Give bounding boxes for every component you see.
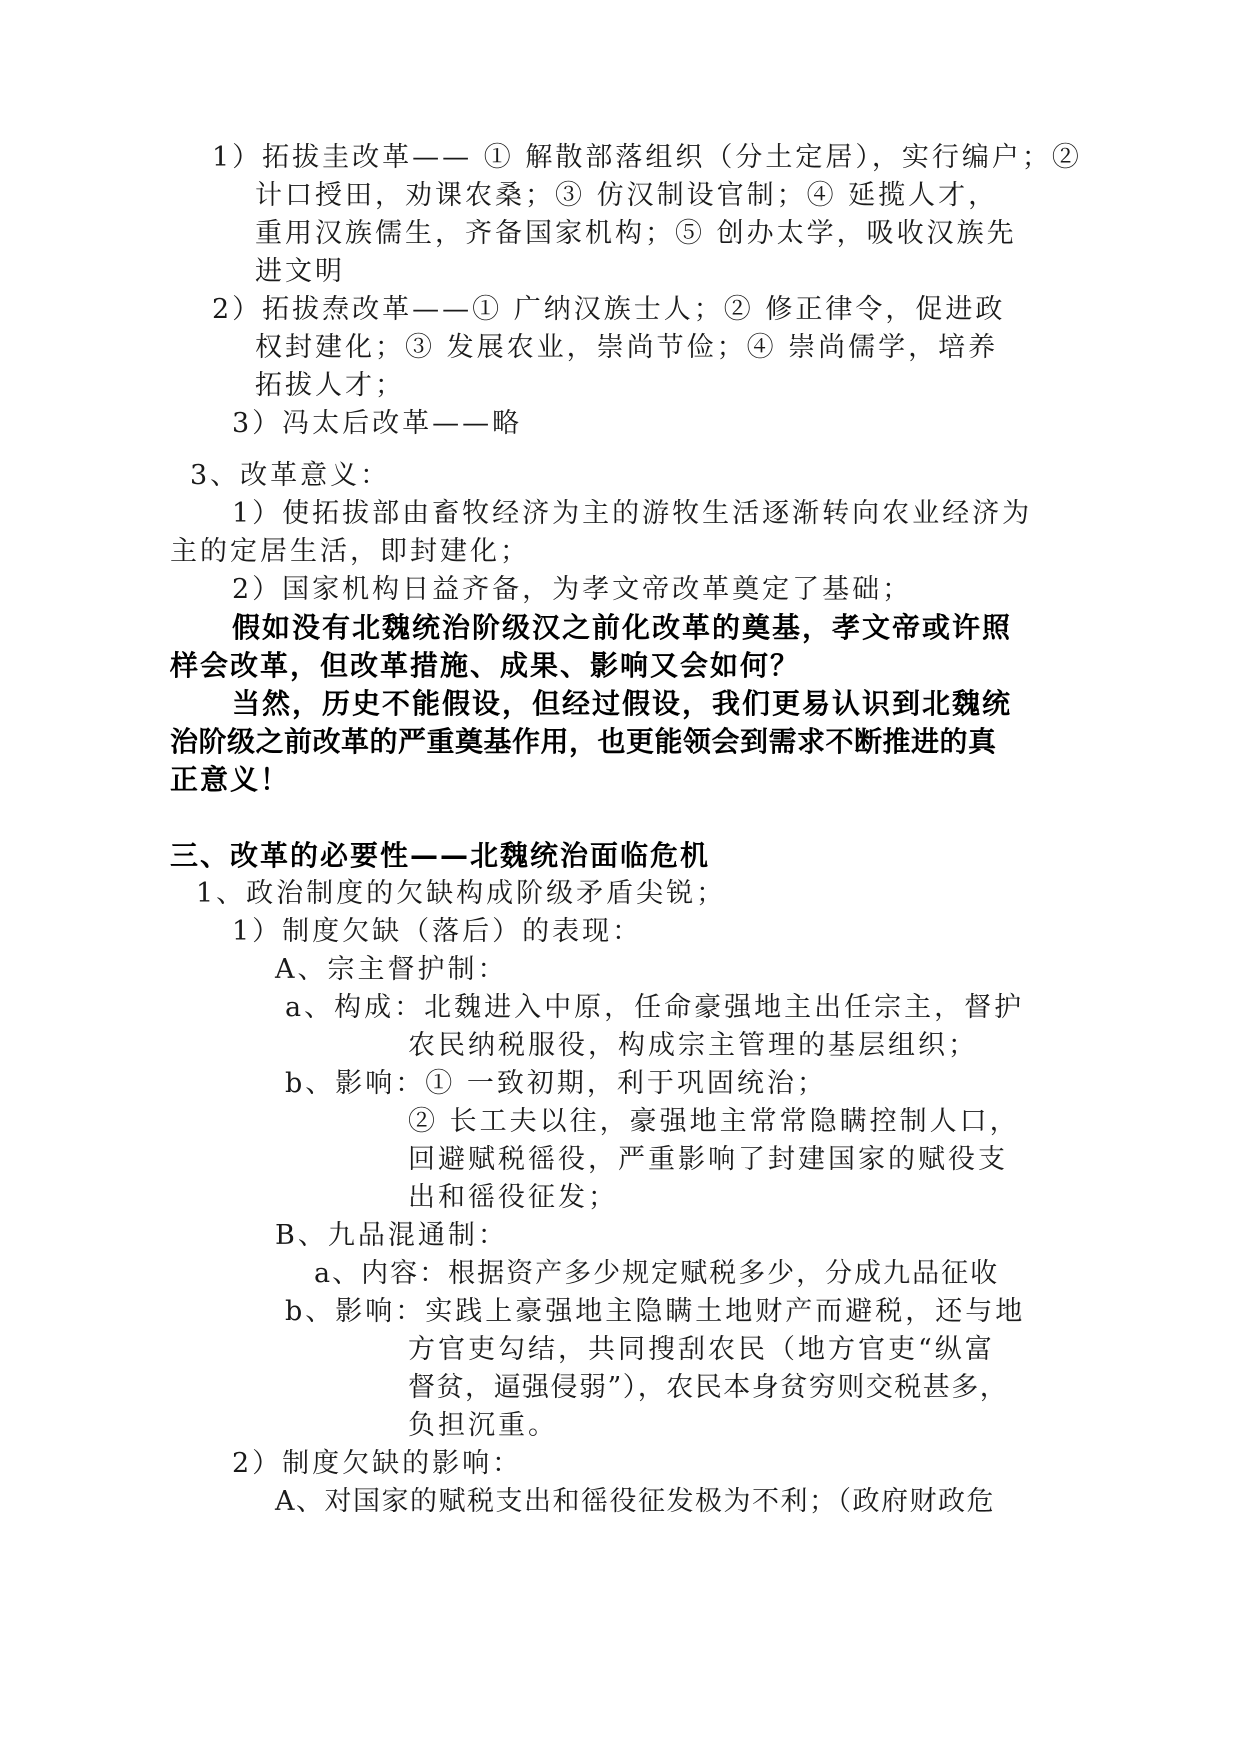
- line-jiupin-impact-3: 督贫，逼强侵弱”），农民本身贫穷则交税甚多，: [408, 1372, 1009, 1403]
- line-significance-heading: 3、改革意义：: [190, 460, 391, 491]
- line-system-manifestation: 1）制度欠缺（落后）的表现：: [232, 916, 643, 947]
- line-tao-reform-2: 权封建化；③ 发展农业，崇尚节俭；④ 崇尚儒学，培养: [255, 332, 999, 363]
- line-jiupin-impact-2: 方官吏勾结，共同搜刮农民（地方官吏“纵富: [408, 1334, 995, 1365]
- line-zongzhu-formation: a、构成：北魏进入中原，任命豪强地主出任宗主，督护: [285, 992, 1025, 1023]
- line-tao-reform-3: 拓拔人才；: [255, 370, 405, 401]
- line-significance-1b: 主的定居生活，即封建化；: [170, 536, 530, 567]
- line-gui-reform-3: 重用汉族儒生，齐备国家机构；⑤ 创办太学，吸收汉族先: [255, 218, 1017, 249]
- line-jiupin-content: a、内容：根据资产多少规定赋税多少，分成九品征收: [314, 1258, 1000, 1289]
- line-tuoba-gui-reform: 1）拓拔圭改革—— ① 解散部落组织（分土定居），实行编户；②: [212, 142, 1082, 173]
- line-feng-reform: 3）冯太后改革——略: [232, 408, 523, 439]
- line-bold-conclusion-1: 当然，历史不能假设，但经过假设，我们更易认识到北魏统: [232, 687, 1013, 720]
- line-tuoba-tao-reform: 2）拓拔焘改革——① 广纳汉族士人；② 修正律令，促进政: [212, 294, 1006, 325]
- line-bold-conclusion-3: 正意义！: [170, 763, 291, 796]
- line-significance-2: 2）国家机构日益齐备，为孝文帝改革奠定了基础；: [232, 574, 913, 605]
- section-three-heading: 三、改革的必要性——北魏统治面临危机: [170, 839, 711, 872]
- line-bold-hypothesis-2: 样会改革，但改革措施、成果、影响又会如何？: [170, 649, 801, 682]
- line-gui-reform-2: 计口授田，劝课农桑；③ 仿汉制设官制；④ 延揽人才，: [255, 180, 999, 211]
- line-political-system: 1、政治制度的欠缺构成阶级矛盾尖锐；: [196, 878, 727, 909]
- line-jiupin-impact: b、影响：实践上豪强地主隐瞒土地财产而避税，还与地: [285, 1296, 1026, 1327]
- line-bold-conclusion-2: 治阶级之前改革的严重奠基作用，也更能领会到需求不断推进的真: [170, 725, 997, 758]
- line-system-impact-a: A、对国家的赋税支出和徭役征发极为不利；（政府财政危: [275, 1486, 995, 1517]
- line-zongzhu-impact-4: 出和徭役征发；: [408, 1182, 618, 1213]
- line-jiupin-impact-4: 负担沉重。: [408, 1410, 558, 1441]
- line-zongzhu-impact-2: ② 长工夫以往，豪强地主常常隐瞒控制人口，: [408, 1106, 1020, 1137]
- line-gui-reform-4: 进文明: [255, 256, 345, 287]
- line-significance-1: 1）使拓拔部由畜牧经济为主的游牧生活逐渐转向农业经济为: [232, 498, 1033, 529]
- line-bold-hypothesis-1: 假如没有北魏统治阶级汉之前化改革的奠基，孝文帝或许照: [232, 611, 1013, 644]
- line-jiupin-system: B、九品混通制：: [275, 1220, 508, 1251]
- line-zongzhu-impact: b、影响：① 一致初期，利于巩固统治；: [285, 1068, 827, 1099]
- line-zongzhu-system: A、宗主督护制：: [275, 954, 508, 985]
- line-system-impact: 2）制度欠缺的影响：: [232, 1448, 523, 1479]
- line-zongzhu-formation-2: 农民纳税服役，构成宗主管理的基层组织；: [408, 1030, 978, 1061]
- line-zongzhu-impact-3: 回避赋税徭役，严重影响了封建国家的赋役支: [408, 1144, 1008, 1175]
